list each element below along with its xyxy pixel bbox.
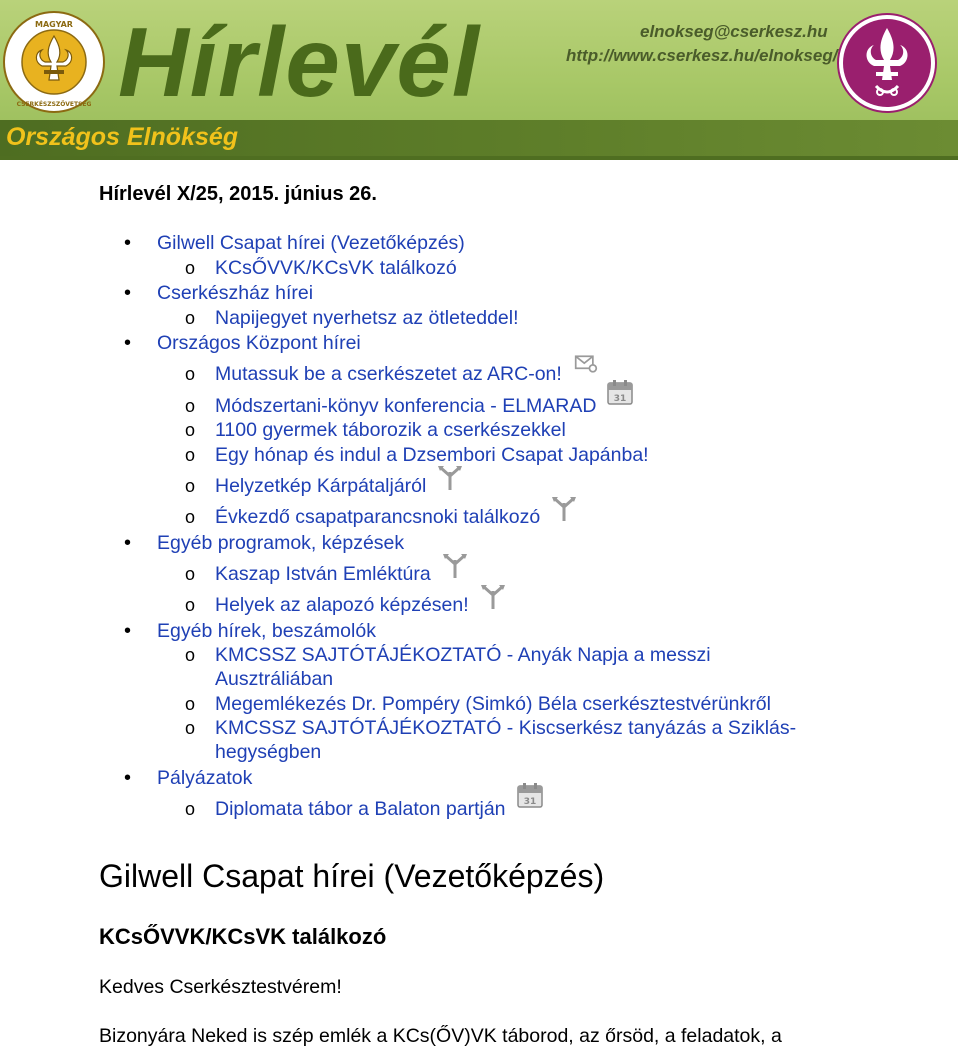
svg-text:CSERKÉSZSZÖVETSÉG: CSERKÉSZSZÖVETSÉG bbox=[16, 101, 92, 108]
toc-link-label[interactable]: Évkezdő csapatparancsnoki találkozó bbox=[215, 506, 541, 528]
toc-link-label[interactable]: Napijegyet nyerhetsz az ötleteddel! bbox=[215, 307, 519, 329]
toc-link-label[interactable]: Mutassuk be a cserkészetet az ARC-on! bbox=[215, 363, 562, 385]
bullet-marker: • bbox=[124, 332, 132, 354]
toc-article-link[interactable] bbox=[215, 505, 540, 529]
calendar-icon bbox=[516, 781, 544, 809]
toc-link-label[interactable]: Ausztráliában bbox=[215, 668, 334, 690]
toc-article-link[interactable] bbox=[215, 643, 711, 667]
sub-bullet-marker: o bbox=[185, 396, 196, 416]
sub-bullet-marker: o bbox=[185, 645, 196, 665]
toc-link-label[interactable]: Diplomata tábor a Balaton partján bbox=[215, 798, 506, 820]
body-paragraph: Bizonyára Neked is szép emlék a KCs(ŐV)VK táborod, az őrsöd, a feladatok, a bbox=[99, 1025, 782, 1047]
toc-article-link[interactable] bbox=[215, 418, 566, 442]
mail-icon bbox=[572, 352, 600, 376]
sub-bullet-marker: o bbox=[185, 694, 196, 714]
toc-link-label[interactable]: Helyek az alapozó képzésen! bbox=[215, 594, 469, 616]
toc-section-link[interactable] bbox=[157, 231, 465, 255]
toc-link-label[interactable]: Módszertani-könyv konferencia - ELMARAD bbox=[215, 395, 597, 417]
sub-bullet-marker: o bbox=[185, 308, 196, 328]
contact-url[interactable]: http://www.cserkesz.hu/elnokseg/ bbox=[566, 46, 838, 65]
bullet-marker: • bbox=[124, 282, 132, 304]
svg-text:MAGYAR: MAGYAR bbox=[35, 20, 73, 29]
svg-text:31: 31 bbox=[613, 394, 627, 404]
toc-link-label[interactable]: Cserkészház hírei bbox=[157, 282, 314, 304]
newsletter-title: Hírlevél bbox=[118, 7, 481, 117]
bullet-marker: • bbox=[124, 532, 132, 554]
toc-link-label[interactable]: Megemlékezés Dr. Pompéry (Simkó) Béla cserkésztestvérünkről bbox=[215, 693, 771, 715]
toc-link-label[interactable]: Egyéb hírek, beszámolók bbox=[157, 620, 376, 642]
signpost-icon bbox=[441, 552, 469, 580]
toc-article-link[interactable] bbox=[215, 394, 596, 418]
toc-link-label[interactable]: KCsŐVVK/KCsVK találkozó bbox=[215, 257, 457, 279]
toc-link-label[interactable]: Országos Központ hírei bbox=[157, 332, 361, 354]
toc-article-link[interactable] bbox=[215, 256, 457, 280]
newsletter-subtitle: Országos Elnökség bbox=[6, 123, 239, 151]
newsletter-banner bbox=[0, 0, 958, 160]
toc-section-link[interactable] bbox=[157, 331, 361, 355]
toc-article-link[interactable] bbox=[215, 593, 469, 617]
toc-link-label[interactable]: Pályázatok bbox=[157, 767, 253, 789]
sub-bullet-marker: o bbox=[185, 718, 196, 738]
sub-bullet-marker: o bbox=[185, 364, 196, 384]
toc-link-label[interactable]: Kaszap István Emléktúra bbox=[215, 563, 431, 585]
svg-text:31: 31 bbox=[523, 797, 537, 807]
contact-email[interactable]: elnokseg@cserkesz.hu bbox=[640, 22, 828, 41]
sub-bullet-marker: o bbox=[185, 476, 196, 496]
sub-bullet-marker: o bbox=[185, 420, 196, 440]
toc-article-link[interactable] bbox=[215, 562, 431, 586]
toc-link-label[interactable]: 1100 gyermek táborozik a cserkészekkel bbox=[215, 419, 566, 441]
toc-section-link[interactable] bbox=[157, 766, 252, 790]
toc-link-label[interactable]: Helyzetkép Kárpátaljáról bbox=[215, 475, 427, 497]
toc-link-label[interactable]: KMCSSZ SAJTÓTÁJÉKOZTATÓ - Anyák Napja a messzi bbox=[215, 644, 711, 666]
sub-bullet-marker: o bbox=[185, 595, 196, 615]
greeting-text: Kedves Cserkésztestvérem! bbox=[99, 976, 342, 998]
toc-link-label[interactable]: Egyéb programok, képzések bbox=[157, 532, 405, 554]
toc-article-link[interactable] bbox=[215, 362, 562, 386]
sub-bullet-marker: o bbox=[185, 564, 196, 584]
section-heading: Gilwell Csapat hírei (Vezetőképzés) bbox=[99, 858, 605, 894]
bullet-marker: • bbox=[124, 767, 132, 789]
bullet-marker: • bbox=[124, 620, 132, 642]
issue-title: Hírlevél X/25, 2015. június 26. bbox=[99, 183, 377, 205]
sub-bullet-marker: o bbox=[185, 258, 196, 278]
toc-link-label[interactable]: hegységben bbox=[215, 741, 322, 763]
toc-section-link[interactable] bbox=[157, 619, 376, 643]
toc-article-link[interactable] bbox=[215, 667, 333, 691]
toc-article-link[interactable] bbox=[215, 692, 771, 716]
article-heading: KCsŐVVK/KCsVK találkozó bbox=[99, 924, 387, 949]
signpost-icon bbox=[550, 495, 578, 523]
toc-link-label[interactable]: Gilwell Csapat hírei (Vezetőképzés) bbox=[157, 232, 465, 254]
toc-section-link[interactable] bbox=[157, 531, 404, 555]
signpost-icon bbox=[479, 583, 507, 611]
toc-article-link[interactable] bbox=[215, 716, 796, 740]
toc-article-link[interactable] bbox=[215, 443, 649, 467]
toc-link-label[interactable]: Egy hónap és indul a Dzsembori Csapat Japánba! bbox=[215, 444, 649, 466]
sub-bullet-marker: o bbox=[185, 799, 196, 819]
toc-article-link[interactable] bbox=[215, 740, 321, 764]
toc-article-link[interactable] bbox=[215, 797, 506, 821]
signpost-icon bbox=[436, 464, 464, 492]
toc-article-link[interactable] bbox=[215, 474, 426, 498]
bullet-marker: • bbox=[124, 232, 132, 254]
toc-link-label[interactable]: KMCSSZ SAJTÓTÁJÉKOZTATÓ - Kiscserkész tanyázás a Sziklás- bbox=[215, 717, 797, 739]
sub-bullet-marker: o bbox=[185, 445, 196, 465]
hungarian-scout-association-logo bbox=[2, 10, 106, 114]
scout-emblem-logo bbox=[836, 12, 938, 114]
calendar-icon bbox=[606, 378, 634, 406]
sub-bullet-marker: o bbox=[185, 507, 196, 527]
toc-article-link[interactable] bbox=[215, 306, 519, 330]
toc-section-link[interactable] bbox=[157, 281, 313, 305]
